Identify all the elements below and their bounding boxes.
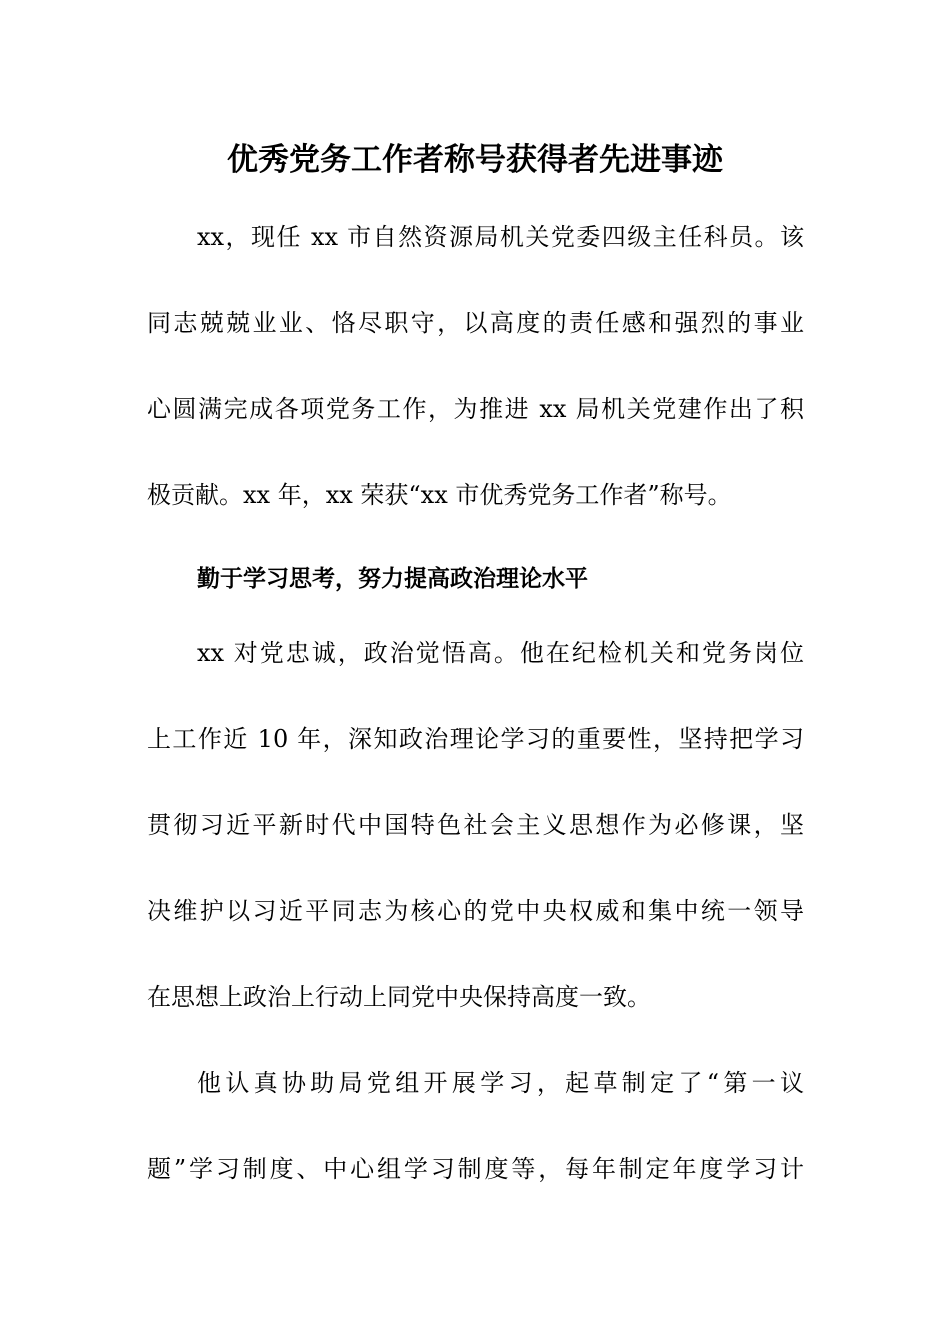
section-heading: 勤于学习思考，努力提高政治理论水平 (197, 566, 588, 592)
intro-line-3: 心圆满完成各项党务工作，为推进 xx 局机关党建作出了积 (147, 395, 804, 423)
para1-line-3: 贯彻习近平新时代中国特色社会主义思想作为必修课，坚 (147, 811, 804, 839)
para1-line-1: xx 对党忠诚，政治觉悟高。他在纪检机关和党务岗位 (197, 639, 804, 667)
para1-line-2: 上工作近 10 年，深知政治理论学习的重要性，坚持把学习 (147, 725, 804, 753)
document-title: 优秀党务工作者称号获得者先进事迹 (227, 142, 723, 178)
intro-line-2: 同志兢兢业业、恪尽职守，以高度的责任感和强烈的事业 (147, 309, 804, 337)
para2-line-2: 题”学习制度、中心组学习制度等，每年制定年度学习计 (147, 1155, 804, 1183)
para1-line-4: 决维护以习近平同志为核心的党中央权威和集中统一领导 (147, 897, 804, 925)
intro-line-4: 极贡献。xx 年，xx 荣获“xx 市优秀党务工作者”称号。 (147, 481, 732, 509)
para1-line-5: 在思想上政治上行动上同党中央保持高度一致。 (147, 983, 651, 1011)
para2-line-1: 他认真协助局党组开展学习，起草制定了“第一议 (197, 1069, 804, 1097)
intro-line-1: xx，现任 xx 市自然资源局机关党委四级主任科员。该 (197, 223, 804, 251)
